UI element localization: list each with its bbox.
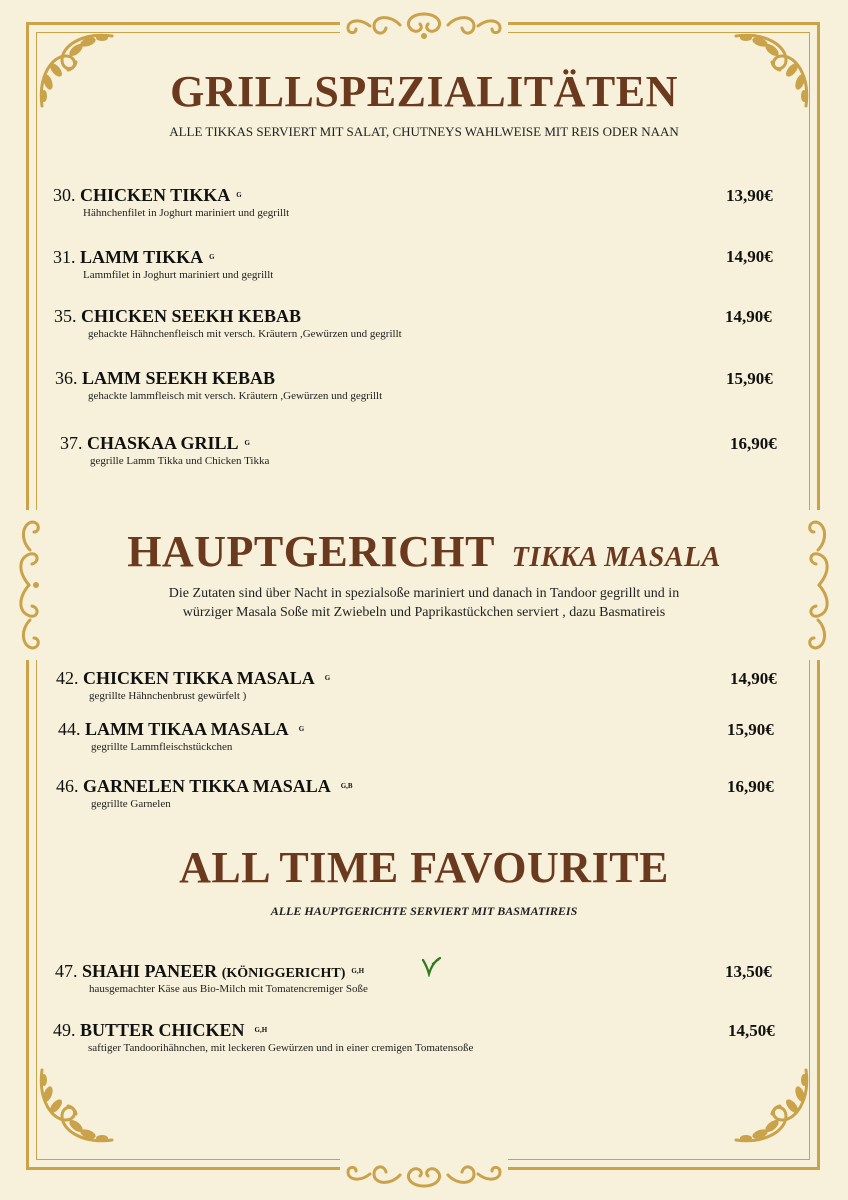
item-description: Lammfilet in Joghurt mariniert und gegrillt <box>83 269 274 281</box>
item-name: GARNELEN TIKKA MASALA <box>83 776 331 796</box>
masala-title-main: HAUPTGERICHT <box>127 527 495 576</box>
masala-intro-line-1: Die Zutaten sind über Nacht in spezialsoße mariniert und danach in Tandoor gegrillt und in <box>168 586 680 601</box>
menu-item <box>55 961 368 995</box>
item-number: 47. <box>55 961 78 981</box>
item-price: 15,90€ <box>726 369 773 388</box>
section-title-favourite: ALL TIME FAVOURITE <box>179 843 669 892</box>
item-allergens: G,H <box>351 967 365 975</box>
item-description: saftiger Tandoorihähnchen, mit leckeren Gewürzen und in einer cremigen Tomatensoße <box>88 1042 474 1054</box>
item-description: gegrillte Hähnchenbrust gewürfelt ) <box>89 690 247 702</box>
item-allergens: G <box>244 439 250 447</box>
item-number: 35. <box>54 306 77 326</box>
item-price: 14,50€ <box>728 1021 775 1040</box>
item-price: 14,90€ <box>726 247 773 266</box>
menu-item <box>56 776 353 810</box>
section-title-masala <box>0 526 848 577</box>
menu-item <box>53 247 273 281</box>
top-scroll-ornament-icon <box>340 8 508 42</box>
item-number: 37. <box>60 433 83 453</box>
leaf-v-icon <box>420 955 442 982</box>
item-number: 44. <box>58 719 81 739</box>
item-price: 16,90€ <box>730 434 777 453</box>
item-description: gegrillte Garnelen <box>91 798 171 810</box>
item-price: 13,50€ <box>725 962 772 981</box>
item-description: gegrille Lamm Tikka und Chicken Tikka <box>90 455 270 467</box>
item-price: 13,90€ <box>726 186 773 205</box>
item-name: SHAHI PANEER <box>82 961 218 981</box>
item-price: 14,90€ <box>730 669 777 688</box>
masala-intro-line-2: würziger Masala Soße mit Zwiebeln und Paprikastückchen serviert , dazu Basmatireis <box>182 605 666 620</box>
item-name: CHICKEN SEEKH KEBAB <box>81 306 302 326</box>
item-name: LAMM SEEKH KEBAB <box>82 368 276 388</box>
item-description: Hähnchenfilet in Joghurt mariniert und gegrillt <box>83 207 290 219</box>
section-title-grill: GRILLSPEZIALITÄTEN <box>170 67 678 116</box>
item-allergens: G <box>298 725 305 733</box>
item-allergens: G <box>209 253 215 261</box>
item-name: LAMM TIKKA <box>80 247 204 267</box>
bottom-scroll-ornament-icon <box>340 1158 508 1192</box>
masala-title-italic: TIKKA MASALA <box>511 542 721 573</box>
item-price: 15,90€ <box>727 720 774 739</box>
item-name: CHICKEN TIKKA MASALA <box>83 668 315 688</box>
item-number: 36. <box>55 368 78 388</box>
menu-item <box>53 185 289 219</box>
bottom-left-corner-ornament-icon <box>32 1060 122 1150</box>
section-subtitle-favourite: ALLE HAUPTGERICHTE SERVIERT MIT BASMATIREIS <box>270 904 578 918</box>
menu-item <box>54 306 402 340</box>
item-description: gehackte Hähnchenfleisch mit versch. Kräutern ,Gewürzen und gegrillt <box>88 328 402 340</box>
item-allergens: G,B <box>340 782 353 790</box>
item-number: 42. <box>56 668 79 688</box>
item-price: 14,90€ <box>725 307 772 326</box>
item-name: CHICKEN TIKKA <box>80 185 231 205</box>
item-number: 31. <box>53 247 76 267</box>
menu-item <box>53 1020 473 1054</box>
menu-item <box>55 368 382 402</box>
item-name: BUTTER CHICKEN <box>80 1020 245 1040</box>
menu-item <box>58 719 304 753</box>
item-description: gehackte lammfleisch mit versch. Kräutern ,Gewürzen und gegrillt <box>88 390 383 402</box>
item-name: CHASKAA GRILL <box>87 433 239 453</box>
menu-item <box>56 668 330 702</box>
item-name-suffix: (KÖNIGGERICHT) <box>221 966 346 981</box>
item-allergens: G <box>236 191 242 199</box>
item-number: 46. <box>56 776 79 796</box>
item-allergens: G,H <box>254 1026 268 1034</box>
item-description: gegrillte Lammfleischstückchen <box>91 741 233 753</box>
menu-item <box>60 433 269 467</box>
item-number: 30. <box>53 185 76 205</box>
section-subtitle-grill: ALLE TIKKAS SERVIERT MIT SALAT, CHUTNEYS WAHLWEISE MIT REIS ODER NAAN <box>169 124 679 139</box>
item-description: hausgemachter Käse aus Bio-Milch mit Tomatencremiger Soße <box>89 983 368 995</box>
item-allergens: G <box>324 674 331 682</box>
item-name: LAMM TIKAA MASALA <box>85 719 289 739</box>
item-price: 16,90€ <box>727 777 774 796</box>
item-number: 49. <box>53 1020 76 1040</box>
bottom-right-corner-ornament-icon <box>726 1060 816 1150</box>
